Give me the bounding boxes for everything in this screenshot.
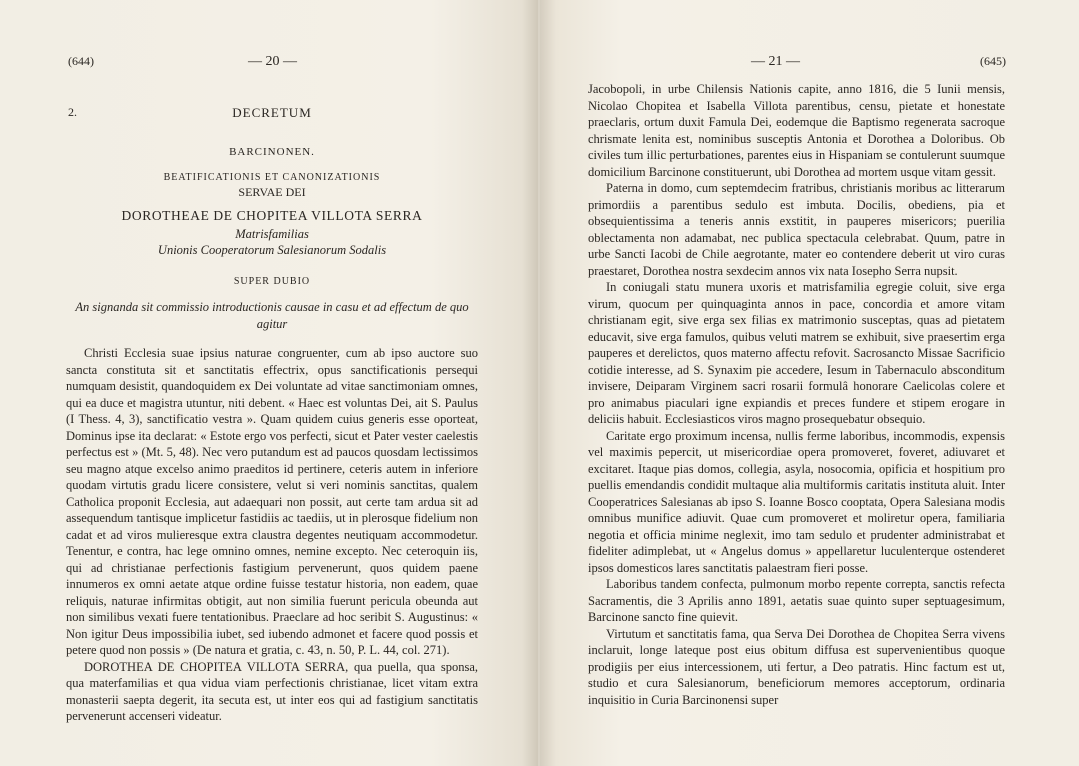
left-body (66, 345, 478, 725)
right-paragraph: Paterna in domo, cum septemdecim fratribus, christianis moribus ac litterarum primordiis a parentibus sedulo est imbuta. Docilis, obediens, pia et obsequientissima a teneris annis exstitit, in pauperes misericors; puerilia oblectamenta non adamabat, nec publica spectacula celebrabat. Quum, patre in urbe Sancti Iacobi de Chile aegrotante, mater eo contendere deberit ut viro curas praestaret, Dorothea nostra sexdecim annos vix nata Iosepho Serra nupsit. (588, 181, 1005, 278)
servant-name: DOROTHEAE DE CHOPITEA VILLOTA SERRA (121, 208, 423, 223)
left-page (0, 0, 538, 766)
cause-type: BEATIFICATIONIS ET CANONIZATIONIS (163, 172, 381, 183)
left-paragraph: DOROTHEA DE CHOPITEA VILLOTA SERRA, qua puella, qua sponsa, qua materfamilias et qua vidua viam perfectionis christianae, licet vitam extra monasterii saepta degerit, ita secuta est, ut inter eos qui ad fastigium sanctitatis pervenerunt accenseri videatur. (66, 659, 478, 723)
decree-heading: DECRETUM (232, 105, 312, 120)
left-paragraph: Christi Ecclesia suae ipsius naturae congruenter, cum ab ipso auctore suo sancta constituta sit et sanctitatis effectrix, opus sanctificationis persequi numquam desistit, quandoquidem ex Dei voluntate ad vitae sanctimoniam omnes, qui ea duce et magistra utuntur, niti debent. « Haec est voluntas Dei, ait S. Paulus (I Thess. 4, 3), sanctificatio vestra ». Quam quidem cuius generis esse oporteat, Dominus ipse ita declarat: « Estote ergo vos perfecti, sicut et Pater vester caelestis perfectus est » (Mt. 5, 48). Nec vero putandum est ad paucos quosdam lectissimos seu magno atque excelso animo praeditos id pertinere, ceteris autem in inferiore quodam virtutis gradu licere consistere, velut si veri nominis sanctitas, qualem Catholica proponit Ecclesia, aut adaequari non possit, aut certe tam ardua sit ad assequendum tantisque implicetur fastidiis ac taediis, ut in plerosque fidelium non cadat et ad viros mulieresque extra claustra degentes neutiquam accommodetur. Tenentur, e contra, hac lege omnino omnes, nemine excepto. Nec ceteroquin iis, qui ad christianae perfectionis fastigium pervenerunt, quos quidem paene innumeros ex omni aetate atque ordine fuisse testatur historia, non eadem, quae reliquis, naturae infirmitas obtigit, aut non similia fuerunt pericula obeunda aut non similibus vexati fuere tentationibus. Praeclare ad hoc seribit S. Augustinus: « Non igitur Deus impossibilia iubet, sed iubendo admonet et facere quod possis et petere quod non possis » (De natura et gratia, c. 43, n. 50, P. L. 44, col. 271). (66, 346, 478, 657)
right-body (588, 81, 1005, 708)
left-page-number: — 20 — (248, 54, 297, 69)
right-paragraph: Virtutum et sanctitatis fama, qua Serva Dei Dorothea de Chopitea Serra vivens inclaruit, longe lateque post eius obitum diffusa est supervenientibus quoque prodigiis per eius intercessionem, uti fertur, a Deo patratis. Hinc factum est ut, studio et cura Salesianorum, beneficiorum memores acceptorum, ordinaria inquisitio in Curia Barcinonensi super (588, 626, 1005, 707)
right-page (540, 0, 1079, 766)
right-column (588, 81, 1005, 708)
left-column (66, 100, 478, 725)
right-folio: (645) (980, 54, 1006, 68)
right-paragraph: Jacobopoli, in urbe Chilensis Nationis capite, anno 1816, die 5 Iunii mensis, Nicolao Chopitea et Isabella Villota parentibus, censu, pietate et honestate praeclaris, ortum duxit Famula Dei, eodemque die Baptismo regenerata sacroque chrismate lenita est, nominibus susceptis Antonia et Dorothea a Doloribus. Ob civiles tum illic perturbationes, parentes eius in Hispaniam se contulerunt suumque domicilium Barcinone constituerunt, ubi Dorothea ad mortem usque vitam gessit. (588, 82, 1005, 179)
right-paragraph: Caritate ergo proximum incensa, nullis ferme laboribus, incommodis, expensis vel maximis pepercit, ut misericordiae opera promoveret, foveret, adiuvaret et excitaret. Itaque pias domos, collegia, asyla, nosocomia, opificia et hospitium pro puellis emendandis condidit multaque alia multiformis caritatis instituta aluit. Inter Cooperatrices Salesianas ab ipso S. Ioanne Bosco cooptata, Opera Salesiana modis omnibus munifice adiuvit. Quae cum promoveret et moliretur opera, familiaria negotia et officia minime neglexit, imo tam sedulo et prudenter administrabat et fideliter adimplebat, ut « Angelus domus » appellaretur luculenterque ostenderet ipsos domesticos lares sanctitatis palaestram fieri posse. (588, 428, 1005, 575)
title-line-2: Unionis Cooperatorum Salesianorum Sodalis (157, 243, 387, 257)
section-number: 2. (68, 105, 77, 119)
left-folio: (644) (68, 54, 94, 68)
super-dubio: SUPER DUBIO (233, 276, 311, 287)
right-paragraph: In coniugali statu munera uxoris et matrisfamilia egregie coluit, sive erga virum, quocum per quinquaginta annos in pace, concordia et amore vitam christianam egit, sive erga sex filias ex matrimonio susceptas, quas ad pietatem educavit, sive erga famulos, quibus veluti matrem se exhibuit, sive praesertim erga pauperes et derelictos, quos materno affectu refovit. Sacrosancto Missae Sacrificio cotidie interesse, ad S. Synaxim pie accedere, Iesum in Tabernaculo absconditum invisere, Deiparam Virginem sacri rosarii formulâ honorare Caelicolas colere et pro animabus piaculari igne expiandis et preces fundere et stipem erogare in deliciis habuit. Ecclesiasticos viros magno prosequebatur obsequio. (588, 280, 1005, 426)
title-line-1: Matrisfamilias (235, 227, 309, 241)
diocese: BARCINONEN. (229, 146, 315, 158)
servae-dei: SERVAE DEI (238, 185, 306, 199)
dubium-question: An signanda sit commissio introductionis causae in casu et ad effectum de quo agitur (75, 300, 469, 331)
section-header (66, 100, 478, 124)
right-page-number: — 21 — (751, 54, 800, 69)
right-paragraph: Laboribus tandem confecta, pulmonum morbo repente correpta, sanctis refecta Sacramentis, die 3 Aprilis anno 1891, aetatis suae quinto super septuagesimum, Barcinone sancto fine quievit. (588, 577, 1005, 624)
